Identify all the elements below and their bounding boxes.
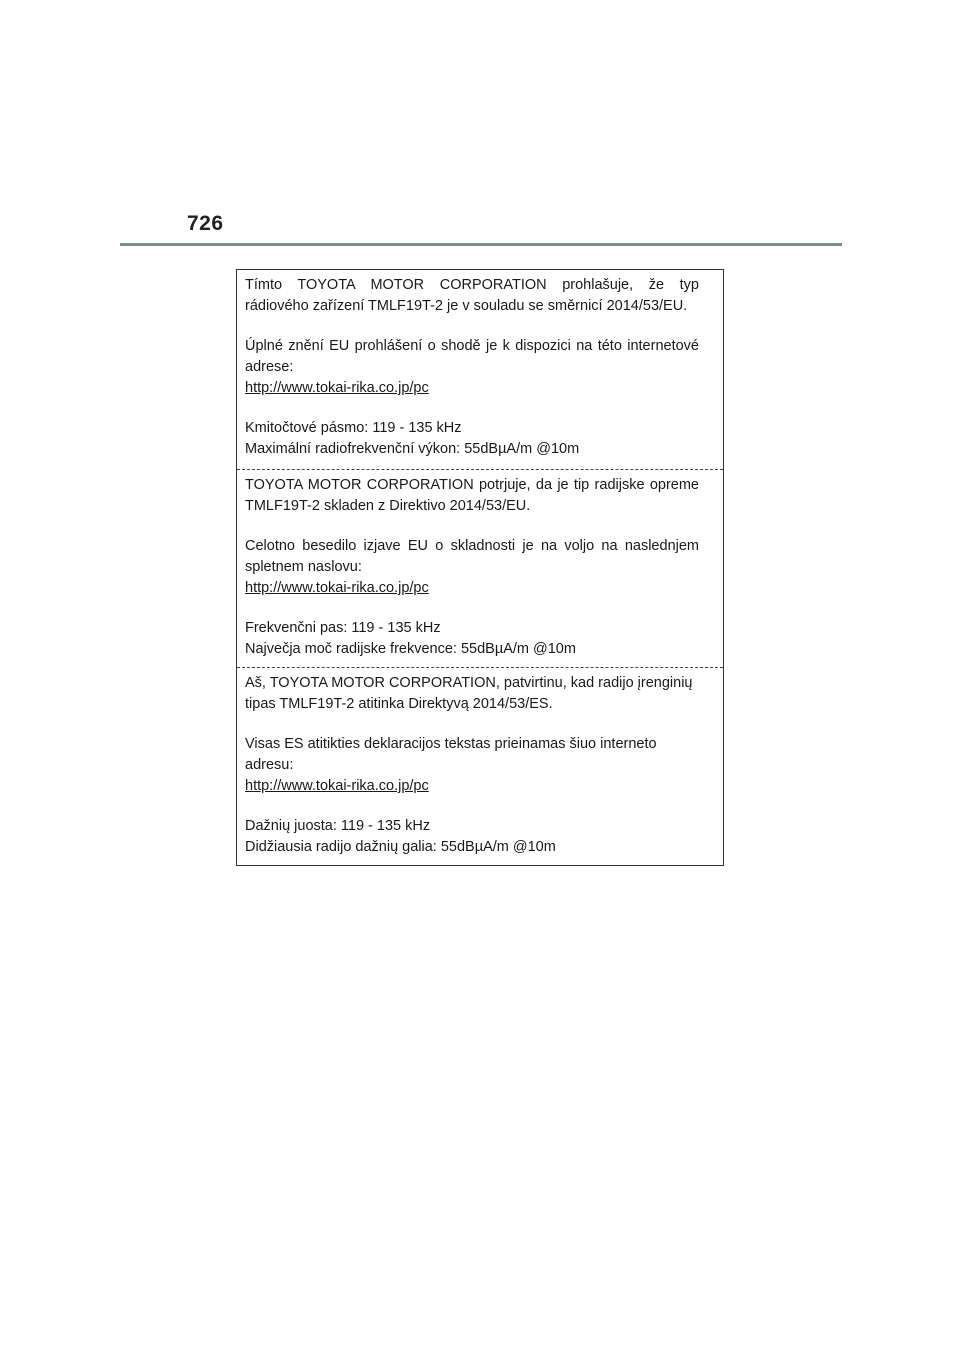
declaration-text: Tímto TOYOTA MOTOR CORPORATION prohlašuje, že typ [245, 277, 699, 293]
fulltext-notice: adrese: [245, 359, 294, 375]
url-link[interactable]: http://www.tokai-rika.co.jp/pc [245, 580, 429, 596]
declaration-text: Aš, TOYOTA MOTOR CORPORATION, patvirtinu, kad radijo įrenginių [245, 675, 693, 691]
max-power: Največja moč radijske frekvence: 55dBµA/m @10m [245, 641, 576, 657]
fulltext-notice: Celotno besedilo izjave EU o skladnosti je na voljo na naslednjem [245, 538, 699, 554]
max-power: Maximální radiofrekvenční výkon: 55dBµA/m @10m [245, 441, 580, 457]
declaration-section-slovenian [237, 469, 723, 667]
declaration-text: tipas TMLF19T-2 atitinka Direktyvą 2014/53/ES. [245, 696, 553, 712]
max-power: Didžiausia radijo dažnių galia: 55dBµA/m @10m [245, 839, 556, 855]
frequency-band: Frekvenčni pas: 119 - 135 kHz [245, 620, 441, 636]
header-rule [120, 243, 842, 246]
fulltext-notice: spletnem naslovu: [245, 559, 362, 575]
declaration-text: TOYOTA MOTOR CORPORATION potrjuje, da je tip radijske opreme [245, 477, 699, 493]
declaration-text: TMLF19T-2 skladen z Direktivo 2014/53/EU. [245, 498, 531, 514]
frequency-band: Dažnių juosta: 119 - 135 kHz [245, 818, 431, 834]
fulltext-notice: Visas ES atitikties deklaracijos tekstas prieinamas šiuo interneto [245, 736, 657, 752]
fulltext-notice: adresu: [245, 757, 294, 773]
declaration-box [236, 269, 724, 866]
url-link[interactable]: http://www.tokai-rika.co.jp/pc [245, 778, 429, 794]
fulltext-notice: Úplné znění EU prohlášení o shodě je k dispozici na této internetové [245, 338, 699, 354]
page-number: 726 [187, 212, 224, 235]
declaration-section-czech [237, 270, 723, 469]
declaration-section-lithuanian [237, 667, 723, 865]
declaration-text: rádiového zařízení TMLF19T-2 je v souladu se směrnicí 2014/53/EU. [245, 298, 688, 314]
frequency-band: Kmitočtové pásmo: 119 - 135 kHz [245, 420, 462, 436]
url-link[interactable]: http://www.tokai-rika.co.jp/pc [245, 380, 429, 396]
